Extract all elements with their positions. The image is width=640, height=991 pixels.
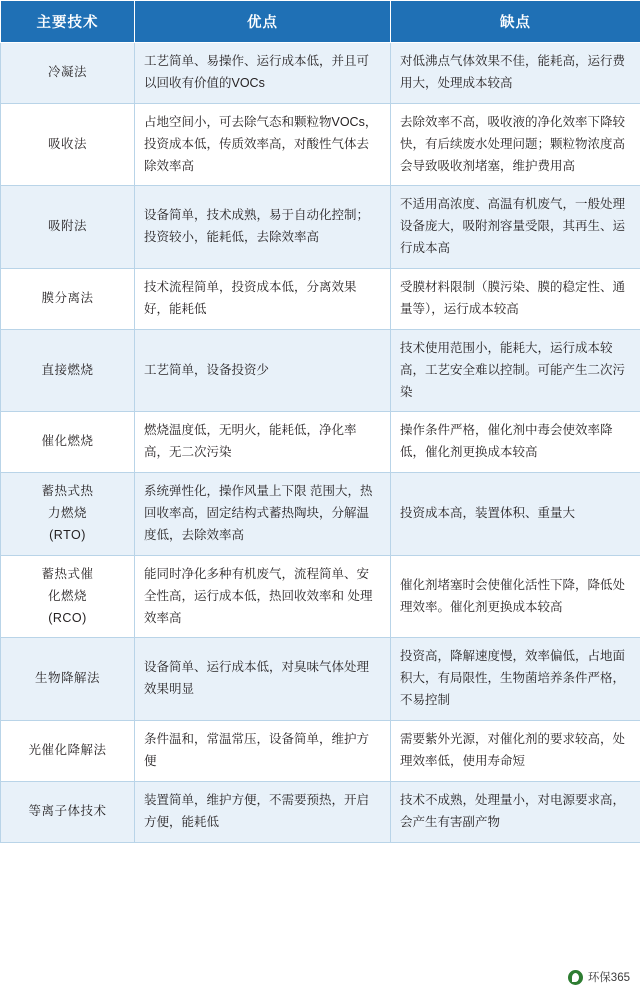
technology-name-line: 蓄热式热 (41, 484, 94, 499)
column-header-technology: 主要技术 (1, 1, 135, 43)
technology-name-line: 吸附法 (47, 219, 87, 234)
cell-cons: 操作条件严格，催化剂中毒会使效率降低，催化剂更换成本较高 (391, 412, 640, 473)
cell-technology-name (1, 43, 135, 104)
technology-name-line: 催化燃烧 (41, 434, 94, 449)
technology-name-line: 直接燃烧 (41, 362, 94, 377)
technology-name-line: (RTO) (49, 527, 86, 542)
cell-pros: 燃烧温度低，无明火，能耗低，净化率高，无二次污染 (135, 412, 391, 473)
cell-pros: 能同时净化多种有机废气，流程简单、安全性高，运行成本低，热回收效率和 处理效率高 (135, 555, 391, 638)
cell-cons: 投资高，降解速度慢，效率偏低，占地面积大，有局限性，生物菌培养条件严格，不易控制 (391, 638, 640, 721)
technology-name-line: 化燃烧 (47, 588, 87, 603)
cell-technology-name (1, 781, 135, 842)
technology-name-line: 蓄热式催 (41, 566, 94, 581)
technology-name-line: 光催化降解法 (28, 742, 107, 757)
table-row (1, 103, 640, 186)
table-row (1, 721, 640, 782)
cell-cons: 不适用高浓度、高温有机废气，一般处理设备庞大，吸附剂容量受限，其再生、运行成本高 (391, 186, 640, 269)
cell-pros: 设备简单，技术成熟，易于自动化控制；投资较小，能耗低，去除效率高 (135, 186, 391, 269)
cell-technology-name (1, 555, 135, 638)
cell-technology-name (1, 329, 135, 412)
cell-pros: 工艺简单、易操作、运行成本低，并且可以回收有价值的VOCs (135, 43, 391, 104)
cell-pros: 占地空间小，可去除气态和颗粒物VOCs，投资成本低，传质效率高，对酸性气体去除效率高 (135, 103, 391, 186)
cell-cons: 催化剂堵塞时会使催化活性下降，降低处理效率。催化剂更换成本较高 (391, 555, 640, 638)
technology-name-line: (RCO) (48, 610, 87, 625)
table-row (1, 43, 640, 104)
cell-cons: 需要紫外光源，对催化剂的要求较高，处理效率低，使用寿命短 (391, 721, 640, 782)
cell-cons: 对低沸点气体效果不佳，能耗高，运行费用大，处理成本较高 (391, 43, 640, 104)
technology-name-line: 力燃烧 (47, 506, 87, 520)
account-name: 环保365 (587, 972, 630, 984)
technology-name-line: 膜分离法 (41, 290, 94, 305)
column-header-pros: 优点 (135, 1, 391, 43)
technology-name-line: 冷凝法 (47, 64, 87, 79)
table-row (1, 638, 640, 721)
cell-technology-name (1, 721, 135, 782)
cell-pros: 技术流程简单，投资成本低，分离效果好，能耗低 (135, 269, 391, 330)
cell-cons: 受膜材料限制（膜污染、膜的稳定性、通量等），运行成本较高 (391, 269, 640, 330)
table-row (1, 555, 640, 638)
column-header-cons: 缺点 (391, 1, 640, 43)
cell-technology-name (1, 269, 135, 330)
cell-cons: 投资成本高，装置体积、重量大 (391, 473, 640, 556)
cell-pros: 装置简单，维护方便，不需要预热，开启方便，能耗低 (135, 781, 391, 842)
leaf-logo-icon (568, 970, 583, 985)
cell-pros: 设备简单、运行成本低，对臭味气体处理效果明显 (135, 638, 391, 721)
table-row (1, 269, 640, 330)
cell-pros: 工艺简单，设备投资少 (135, 329, 391, 412)
account-watermark (564, 967, 634, 987)
table-row (1, 781, 640, 842)
table-row (1, 186, 640, 269)
cell-technology-name (1, 638, 135, 721)
cell-technology-name (1, 473, 135, 556)
cell-technology-name (1, 103, 135, 186)
table-header-row (1, 1, 640, 43)
table-row (1, 329, 640, 412)
cell-cons: 去除效率不高，吸收液的净化效率下降较快，有后续废水处理问题；颗粒物浓度高会导致吸收剂堵塞，维护费用高 (391, 103, 640, 186)
cell-cons: 技术不成熟，处理量小，对电源要求高，会产生有害副产物 (391, 781, 640, 842)
technology-name-line: 吸收法 (47, 136, 87, 151)
cell-technology-name (1, 186, 135, 269)
technology-name-line: 等离子体技术 (28, 803, 107, 818)
technology-name-line: 生物降解法 (34, 671, 100, 686)
cell-cons: 技术使用范围小，能耗大，运行成本较高，工艺安全难以控制。可能产生二次污染 (391, 329, 640, 412)
cell-pros: 系统弹性化，操作风量上下限 范围大，热回收率高，固定结构式蓄热陶块，分解温度低，去除效率高 (135, 473, 391, 556)
table-row (1, 473, 640, 556)
cell-technology-name (1, 412, 135, 473)
table-row (1, 412, 640, 473)
cell-pros: 条件温和，常温常压，设备简单，维护方便 (135, 721, 391, 782)
